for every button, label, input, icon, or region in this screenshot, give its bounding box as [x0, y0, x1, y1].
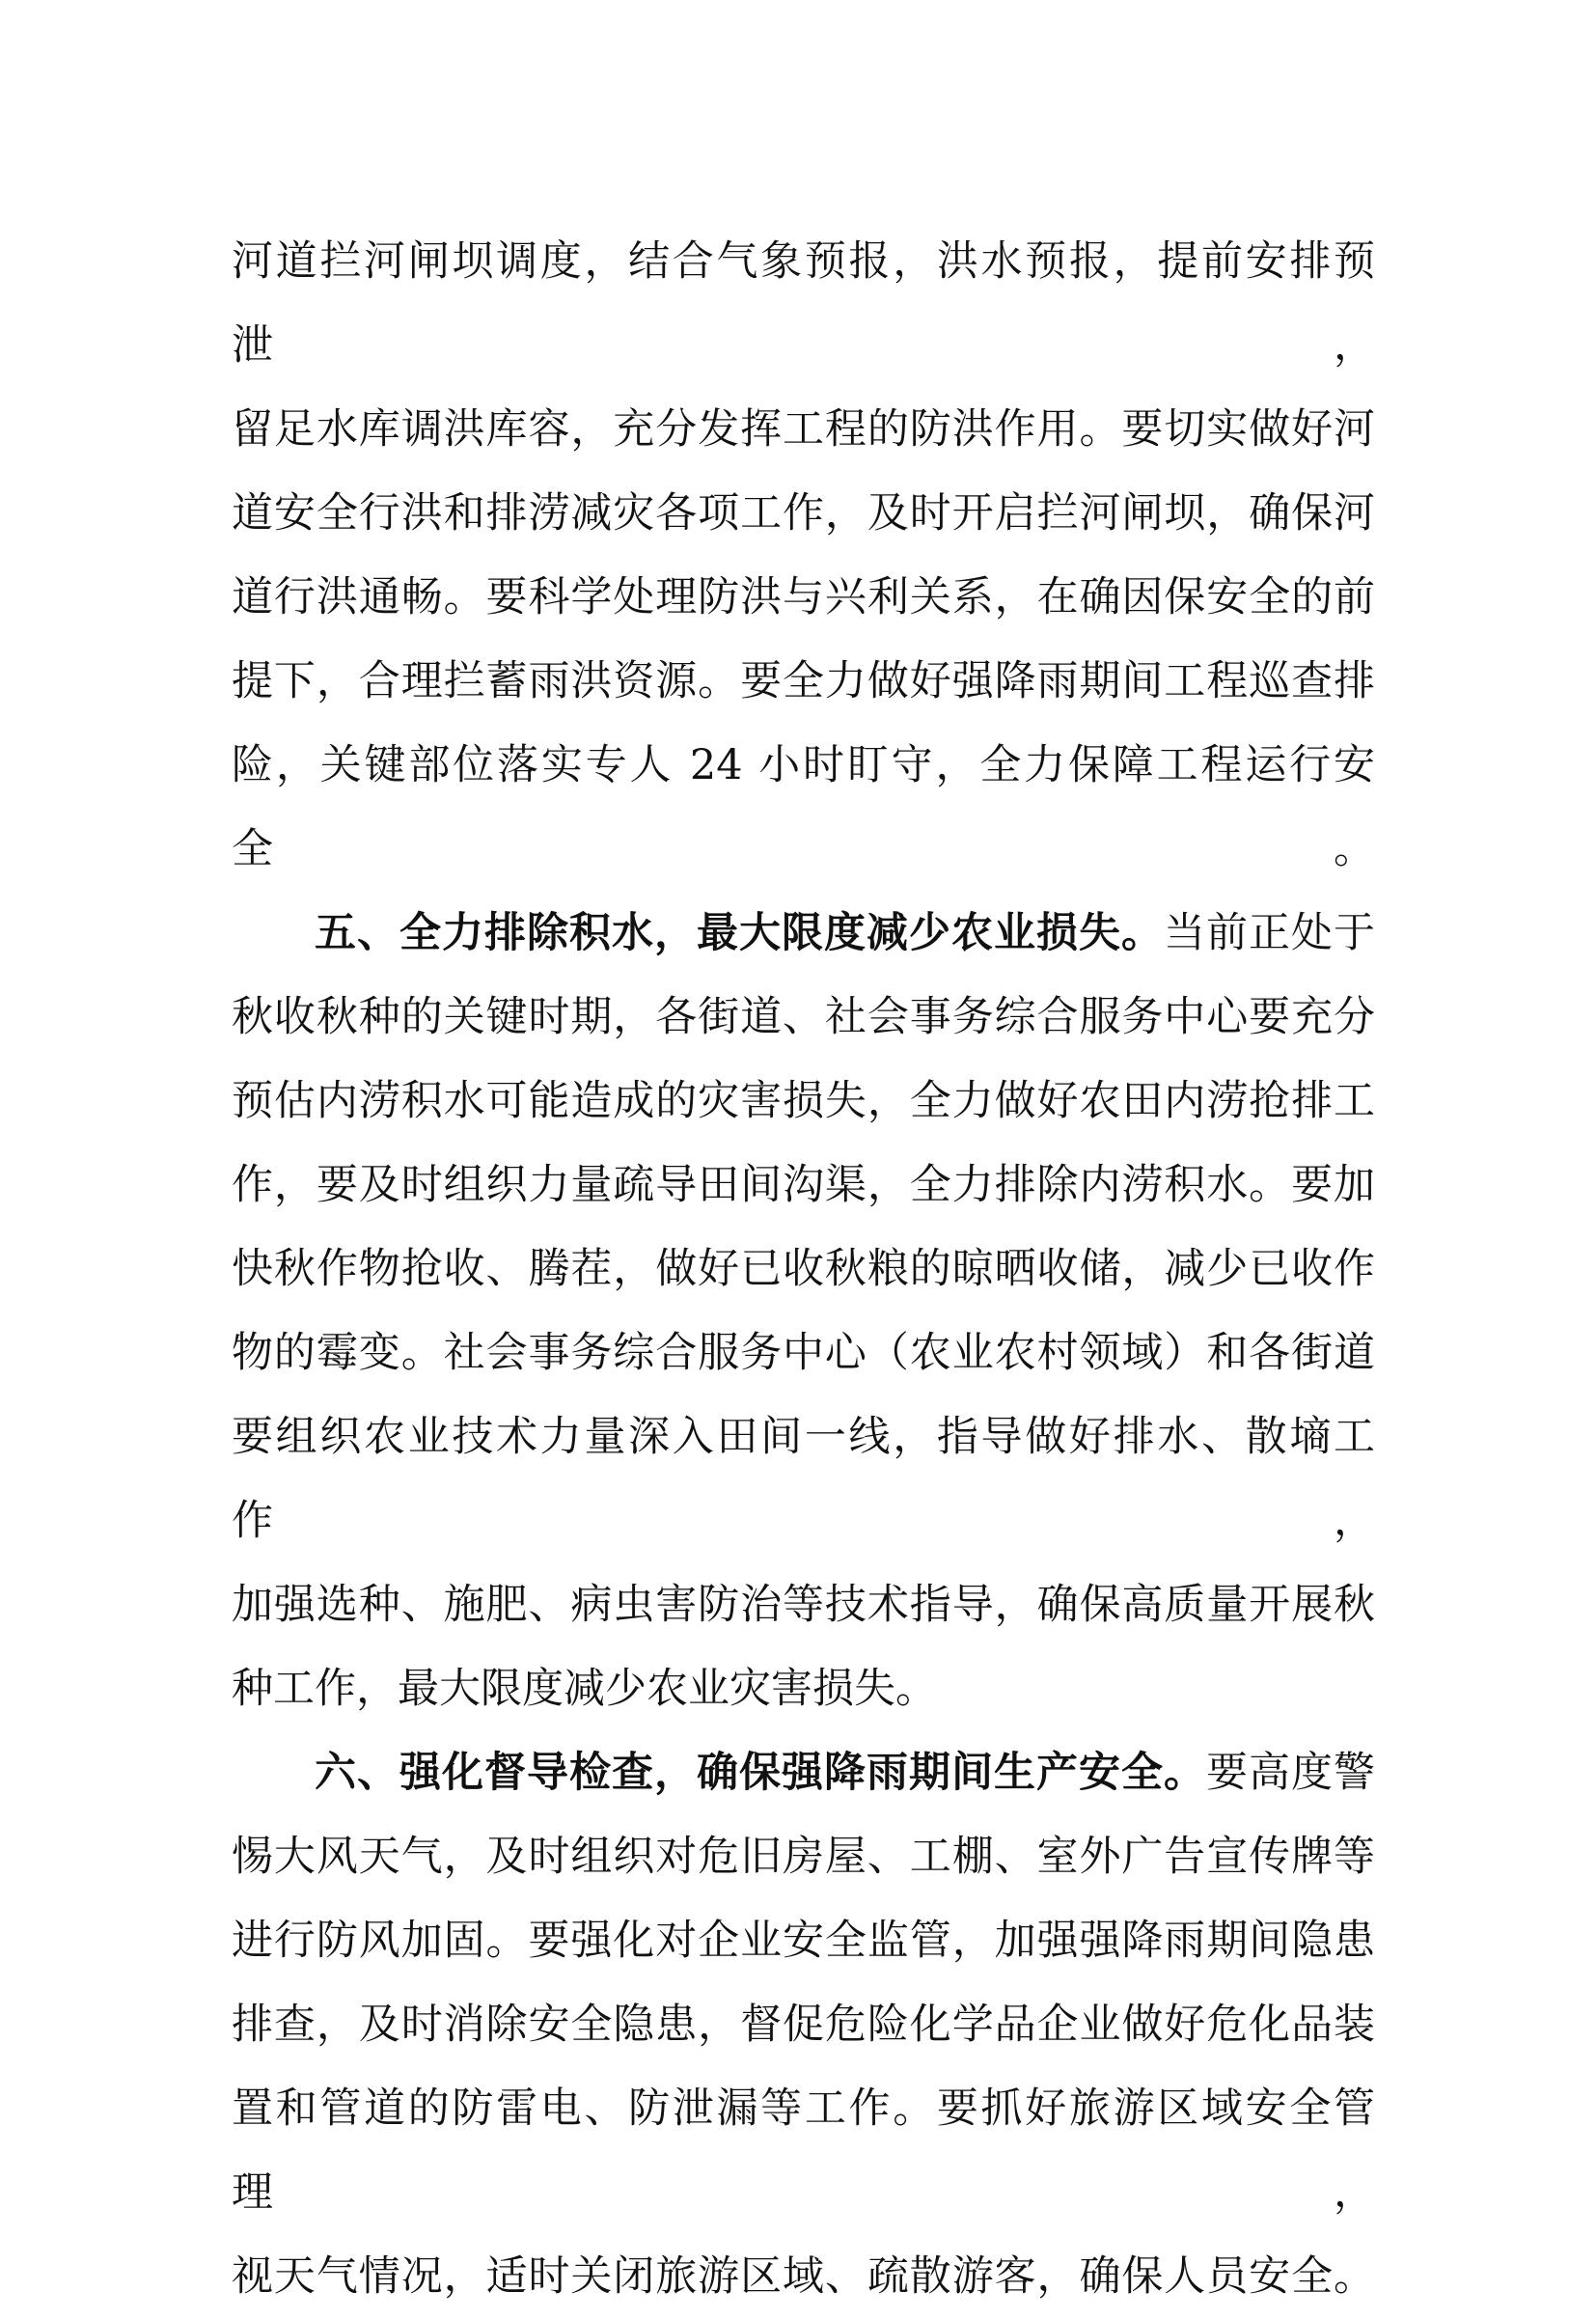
text-line: 提下，合理拦蓄雨洪资源。要全力做好强降雨期间工程巡查排	[232, 657, 1375, 705]
text-line: 视天气情况，适时关闭旅游区域、疏散游客，确保人员安全。	[232, 2252, 1375, 2301]
text-line: 河道拦河闸坝调度，结合气象预报，洪水预报，提前安排预泄，	[232, 237, 1375, 370]
section-five-heading: 五、全力排除积水，最大限度减少农业损失。	[315, 909, 1164, 957]
text-line: 留足水库调洪库容，充分发挥工程的防洪作用。要切实做好河	[232, 405, 1375, 454]
text-line: 快秋作物抢收、腾茬，做好已收秋粮的晾晒收储，减少已收作	[232, 1245, 1375, 1293]
paragraph-section-five	[232, 892, 1375, 1731]
text-line: 道安全行洪和排涝减灾各项工作，及时开启拦河闸坝，确保河	[232, 489, 1375, 538]
text-line: 作，要及时组织力量疏导田间沟渠，全力排除内涝积水。要加	[232, 1161, 1375, 1209]
text-line: 要组织农业技术力量深入田间一线，指导做好排水、散墒工作，	[232, 1413, 1375, 1545]
text-line: 秋收秋种的关键时期，各街道、社会事务综合服务中心要充分	[232, 993, 1375, 1041]
text-line: 预估内涝积水可能造成的灾害损失，全力做好农田内涝抢排工	[232, 1077, 1375, 1125]
text-line: 加强选种、施肥、病虫害防治等技术指导，确保高质量开展秋	[232, 1581, 1375, 1629]
text-line: 进行防风加固。要强化对企业安全监管，加强强降雨期间隐患	[232, 1917, 1375, 1965]
text-line: 惕大风天气，及时组织对危旧房屋、工棚、室外广告宣传牌等	[232, 1833, 1375, 1881]
section-five-lead: 当前正处于	[1164, 909, 1375, 957]
text-line: 排查，及时消除安全隐患，督促危险化学品企业做好危化品装	[232, 2001, 1375, 2049]
text-line: 道行洪通畅。要科学处理防洪与兴利关系，在确因保安全的前	[232, 573, 1375, 621]
section-six-heading: 六、强化督导检查，确保强降雨期间生产安全。	[315, 1749, 1206, 1797]
paragraph-section-six	[232, 1731, 1375, 2319]
text-line: 置和管道的防雷电、防泄漏等工作。要抓好旅游区域安全管理，	[232, 2084, 1375, 2217]
text-line: 险，关键部位落实专人 24 小时盯守，全力保障工程运行安全。	[232, 741, 1375, 873]
text-line-first	[232, 892, 1375, 976]
section-six-lead: 要高度警	[1206, 1749, 1375, 1797]
text-line-last: 种工作，最大限度减少农业灾害损失。	[232, 1665, 937, 1713]
paragraph-flood-dispatch	[232, 220, 1375, 892]
body-text	[232, 220, 1375, 2319]
text-line: 物的霉变。社会事务综合服务中心（农业农村领域）和各街道	[232, 1329, 1375, 1377]
text-line-first	[232, 1731, 1375, 1815]
